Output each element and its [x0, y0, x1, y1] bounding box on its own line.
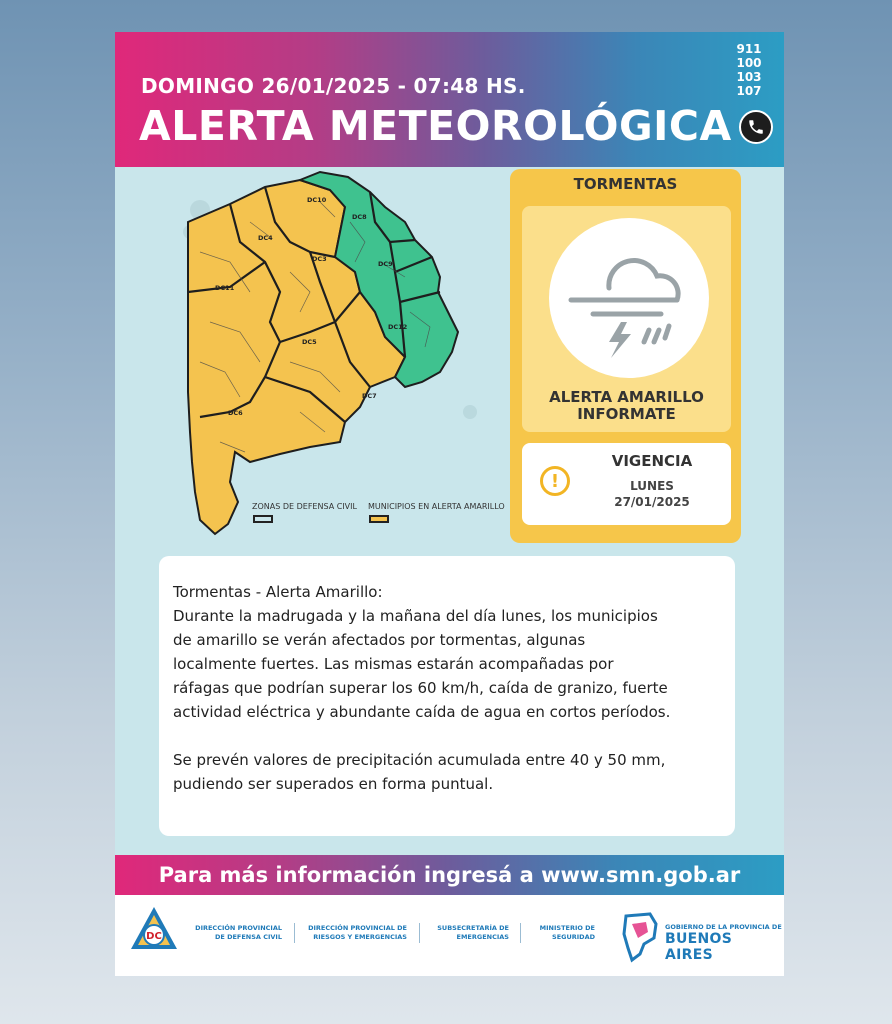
divider [520, 923, 521, 943]
phone-number[interactable]: 911 [736, 42, 762, 56]
district-label: DC11 [215, 284, 235, 292]
alert-level [522, 389, 731, 423]
description-box [159, 556, 735, 836]
institution-line: RIESGOS Y EMERGENCIAS [313, 933, 407, 941]
description-text [173, 580, 729, 796]
institution-line: DIRECCIÓN PROVINCIAL [195, 924, 282, 932]
description-heading: Tormentas - Alerta Amarillo: [173, 583, 383, 601]
legend-alert-label: MUNICIPIOS EN ALERTA AMARILLO [368, 502, 505, 511]
province-name: BUENOS AIRES [665, 931, 733, 963]
description-line: localmente fuertes. Las mismas estarán acompañadas por [173, 655, 614, 673]
logos-footer [115, 895, 784, 976]
divider [419, 923, 420, 943]
header-banner [115, 32, 784, 167]
institution-line: DIRECCIÓN PROVINCIAL DE [308, 924, 407, 932]
phone-number[interactable]: 103 [736, 70, 762, 84]
alert-poster [115, 32, 784, 976]
page-title: ALERTA METEOROLÓGICA [139, 102, 732, 150]
institution-riesgos [299, 924, 407, 942]
legend-zones-swatch [253, 515, 273, 523]
district-label: DC6 [228, 409, 243, 417]
district-label: DC5 [302, 338, 317, 346]
district-label: DC12 [388, 323, 408, 331]
alert-level-line1: ALERTA AMARILLO [549, 388, 704, 406]
exclamation-icon: ! [540, 466, 570, 496]
phone-number[interactable]: 100 [736, 56, 762, 70]
description-line: actividad eléctrica y abundante caída de agua en cortos períodos. [173, 703, 671, 721]
institution-ministerio [525, 924, 595, 942]
divider [294, 923, 295, 943]
legend-zones-label: ZONAS DE DEFENSA CIVIL [252, 502, 357, 511]
description-line: pudiendo ser superados en forma puntual. [173, 775, 494, 793]
district-label: DC4 [258, 234, 273, 242]
institution-line: SEGURIDAD [552, 933, 595, 941]
validity-box [522, 443, 731, 525]
phone-icon [739, 110, 773, 144]
validity-title: VIGENCIA [611, 452, 693, 470]
institution-line: EMERGENCIAS [456, 933, 509, 941]
government-label: GOBIERNO DE LA PROVINCIA DE [665, 923, 782, 931]
validity-day: LUNES [630, 479, 674, 493]
description-line: ráfagas que podrían superar los 60 km/h, caída de granizo, fuerte [173, 679, 668, 697]
institution-line: MINISTERIO DE [539, 924, 595, 932]
storm-cloud-icon [549, 218, 709, 378]
alert-level-line2: INFORMATE [577, 405, 676, 423]
district-label: DC9 [378, 260, 393, 268]
district-label: DC3 [312, 255, 327, 263]
emergency-phones [731, 42, 767, 98]
alert-card [522, 206, 731, 432]
panel-title: TORMENTAS [573, 175, 678, 193]
defensa-civil-logo [129, 905, 179, 955]
date-time: DOMINGO 26/01/2025 - 07:48 HS. [141, 74, 526, 98]
phone-number[interactable]: 107 [736, 84, 762, 98]
institution-line: DE DEFENSA CIVIL [214, 933, 282, 941]
dc-logo-text: DC [146, 931, 162, 942]
institution-line: SUBSECRETARÍA DE [437, 924, 509, 932]
institution-defensa-civil [175, 924, 282, 942]
alert-panel [510, 169, 741, 543]
province-map-logo [620, 910, 660, 964]
info-link-bar[interactable]: Para más información ingresá a www.smn.gob.ar [115, 855, 784, 895]
institution-subsecretaria [425, 924, 509, 942]
validity-date [582, 478, 722, 510]
description-line: Se prevén valores de precipitación acumulada entre 40 y 50 mm, [173, 751, 666, 769]
description-line: Durante la madrugada y la mañana del día lunes, los municipios [173, 607, 658, 625]
district-label: DC8 [352, 213, 367, 221]
legend-alert-swatch [369, 515, 389, 523]
description-line: de amarillo se verán afectados por tormentas, algunas [173, 631, 586, 649]
validity-date-value: 27/01/2025 [614, 495, 690, 509]
district-label: DC7 [362, 392, 377, 400]
district-label: DC10 [307, 196, 327, 204]
